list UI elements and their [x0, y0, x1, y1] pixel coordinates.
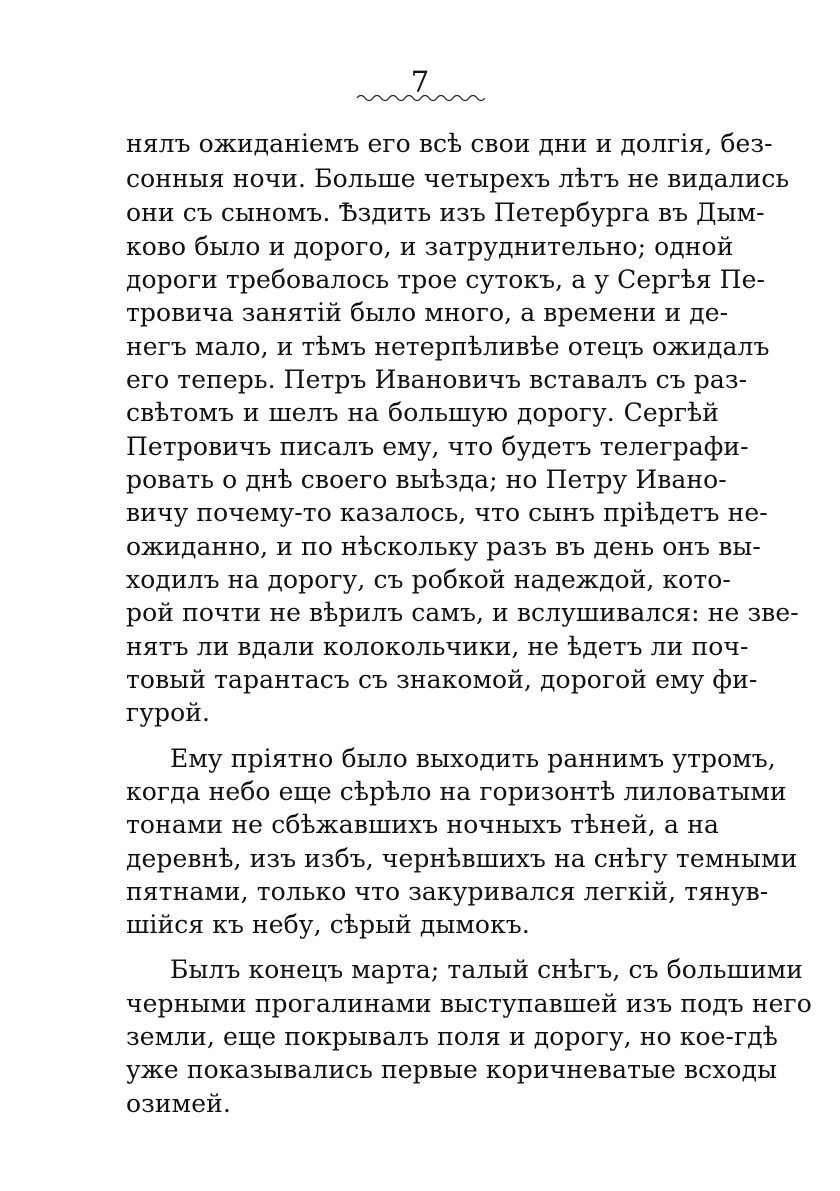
text-line: сонныя ночи. Больше четырехъ лѣтъ не видались — [126, 164, 790, 193]
text-line: Ему пріятно было выходить раннимъ утромъ, — [170, 744, 776, 773]
text-line: они съ сыномъ. Ѣздить изъ Петербурга въ Дым- — [126, 198, 765, 227]
text-line: тонами не сбѣжавшихъ ночныхъ тѣней, а на — [126, 810, 719, 839]
page-number: 7 — [410, 65, 430, 99]
text-line: свѣтомъ и шелъ на большую дорогу. Сергѣй — [126, 398, 719, 427]
text-line: нятъ ли вдали колокольчики, не ѣдетъ ли поч- — [126, 632, 749, 661]
text-line: ково было и дорого, и затруднительно; одной — [126, 232, 734, 261]
text-line: ходилъ на дорогу, съ робкой надеждой, кото- — [126, 565, 731, 594]
text-line: озимей. — [126, 1089, 231, 1118]
text-line: деревнѣ, изъ избъ, чернѣвшихъ на снѣгу темными — [126, 844, 798, 873]
text-line: пятнами, только что закуривался легкій, тянув- — [126, 877, 769, 906]
text-line: нялъ ожиданіемъ его всѣ свои дни и долгія, без- — [126, 129, 773, 158]
text-line: когда небо еще сѣрѣло на горизонтѣ лиловатыми — [126, 777, 787, 806]
text-line: негъ мало, и тѣмъ нетерпѣливѣе отецъ ожидалъ — [126, 332, 770, 361]
text-line: уже показывались первые коричневатые всходы — [126, 1055, 778, 1084]
text-line: ровать о днѣ своего выѣзда; но Петру Ивано- — [126, 465, 727, 494]
text-line: товый тарантасъ съ знакомой, дорогой ему фи- — [126, 665, 758, 694]
text-line: тровича занятій было много, а времени и де- — [126, 298, 729, 327]
text-line: гурой. — [126, 698, 211, 727]
text-line: рой почти не вѣрилъ самъ, и вслушивался: не зве- — [126, 598, 799, 627]
text-line: Петровичъ писалъ ему, что будетъ телеграфи- — [126, 432, 749, 461]
text-line: его теперь. Петръ Ивановичъ вставалъ съ раз- — [126, 365, 748, 394]
text-line: земли, еще покрывалъ поля и дорогу, но кое-гдѣ — [126, 1022, 778, 1051]
text-line: черными прогалинами выступавшей изъ подъ него — [126, 989, 812, 1018]
text-line: ожиданно, и по нѣскольку разъ въ день онъ вы- — [126, 532, 761, 561]
wavy-ornament — [355, 91, 485, 105]
text-line: Былъ конецъ марта; талый снѣгъ, съ большими — [170, 955, 804, 984]
text-line: дороги требовалось трое сутокъ, а у Сергѣя Пе- — [126, 265, 766, 294]
text-line: вичу почему-то казалось, что сынъ пріѣдетъ не- — [126, 498, 768, 527]
text-line: шійся къ небу, сѣрый дымокъ. — [126, 910, 530, 939]
